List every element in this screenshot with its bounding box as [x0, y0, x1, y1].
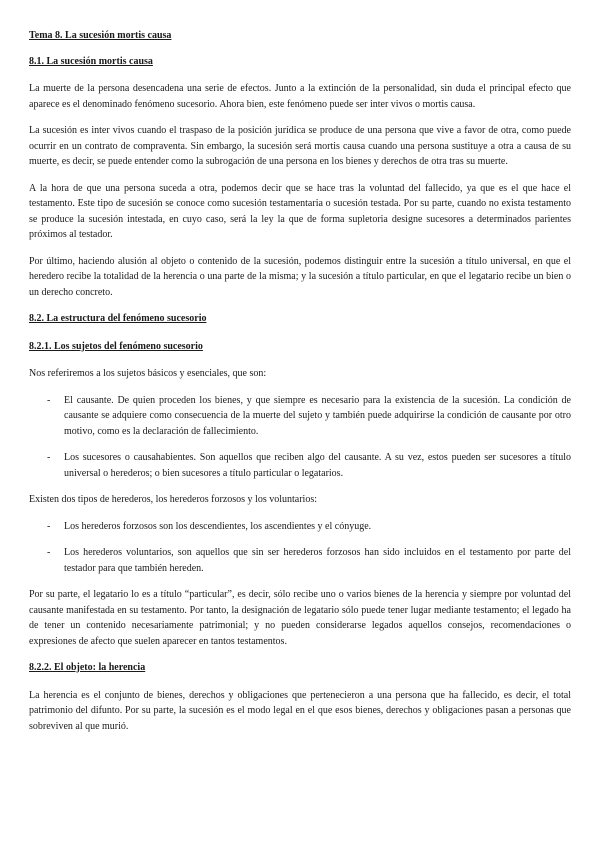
- dash-bullet: -: [47, 394, 51, 406]
- paragraph: La sucesión es inter vivos cuando el traspaso de la posición jurídica se produce de una persona que vive a favor de otra, como puede ocurrir en un contrato de compraventa. Sin embargo, la sucesión será mortis causa cuando una persona sustituye a otra a causa de su muerte, es decir, se puede entender como la subrogación de una persona en los bienes y derechos de otra tras su muerte.: [29, 125, 571, 167]
- section-8-2: [29, 311, 571, 327]
- list-item-text: Los herederos voluntarios, son aquellos que sin ser herederos forzosos han sido incluidos en el testamento por parte del testador para que también hereden.: [64, 547, 571, 574]
- heirs-list: [29, 519, 571, 577]
- section-8-2-1: [29, 339, 571, 650]
- list-item-text: El causante. De quien proceden los bienes, y que siempre es necesario para la existencia de la sucesión. La condición de causante se adquiere como consecuencia de la muerte del sujeto y también puede adquirirse la condición de causante por otro motivo, como es la declaración de fallecimiento.: [64, 394, 571, 437]
- paragraph: Por su parte, el legatario lo es a título “particular”, es decir, sólo recibe uno o varios bienes de la herencia y siempre por voluntad del causante manifestada en su testamento. Por tanto, la designación de legatario sólo puede tener lugar mediante testamento; el legado ha de tener un contenido necesariamente patrimonial; y no pueden considerarse legados aquellos consejos, recomendaciones o expresiones de afecto que suelen aparecer en tantos testamentos.: [29, 589, 571, 647]
- list-item: [47, 545, 571, 576]
- section-8-1: [29, 54, 571, 301]
- document-title: Tema 8. La sucesión mortis causa: [29, 30, 172, 41]
- section-heading: 8.1. La sucesión mortis causa: [29, 55, 153, 67]
- paragraph: A la hora de que una persona suceda a otra, podemos decir que se hace tras la voluntad del fallecido, ya que es el que hace el testamento. Este tipo de sucesión se conoce como sucesión testamentaria o sucesión testada. Por su parte, cuando no exista testamento se produce la sucesión intestada, en cuyo caso, será la ley la que de forma supletoria designe sucesores a determinados parientes próximos al testador.: [29, 182, 571, 240]
- list-item-text: Los sucesores o causahabientes. Son aquellos que reciben algo del causante. A su vez, estos pueden ser sucesores a título universal o herederos; o bien sucesores a título particular o legatarios.: [64, 452, 571, 479]
- paragraph: Nos referiremos a los sujetos básicos y esenciales, que son:: [29, 368, 267, 379]
- list-item: [47, 393, 571, 440]
- list-item-text: Los herederos forzosos son los descendientes, los ascendientes y el cónyuge.: [64, 520, 372, 532]
- dash-bullet: -: [47, 452, 51, 463]
- list-item: [47, 450, 571, 481]
- paragraph: La herencia es el conjunto de bienes, derechos y obligaciones que pertenecieron a una persona que ha fallecido, es decir, el total patrimonio del difunto. Por su parte, la sucesión es el modo legal en el que esos bienes, derechos y obligaciones pasan a personas que sobreviven al que murió.: [29, 689, 571, 732]
- list-item: [47, 519, 571, 535]
- paragraph: La muerte de la persona desencadena una serie de efectos. Junto a la extinción de la personalidad, sin duda el principal efecto que aparece es el denominado fenómeno sucesorio. Ahora bien, este fenómeno puede ser inter vivos o mortis causa.: [29, 83, 571, 110]
- subsection-heading: 8.2.1. Los sujetos del fenómeno sucesorio: [29, 340, 203, 352]
- subjects-list: [29, 393, 571, 482]
- subsection-heading: 8.2.2. El objeto: la herencia: [29, 662, 146, 673]
- paragraph: Existen dos tipos de herederos, los herederos forzosos y los voluntarios:: [29, 494, 318, 505]
- paragraph: Por último, haciendo alusión al objeto o contenido de la sucesión, podemos distinguir entre la sucesión a título universal, en que el heredero recibe la totalidad de la herencia o una parte de la misma; y la sucesión a título particular, en que el legatario recibe un bien o un derecho concreto.: [29, 255, 571, 298]
- section-heading: 8.2. La estructura del fenómeno sucesorio: [29, 313, 207, 324]
- dash-bullet: -: [47, 547, 51, 558]
- dash-bullet: -: [47, 520, 51, 532]
- section-8-2-2: [29, 660, 571, 734]
